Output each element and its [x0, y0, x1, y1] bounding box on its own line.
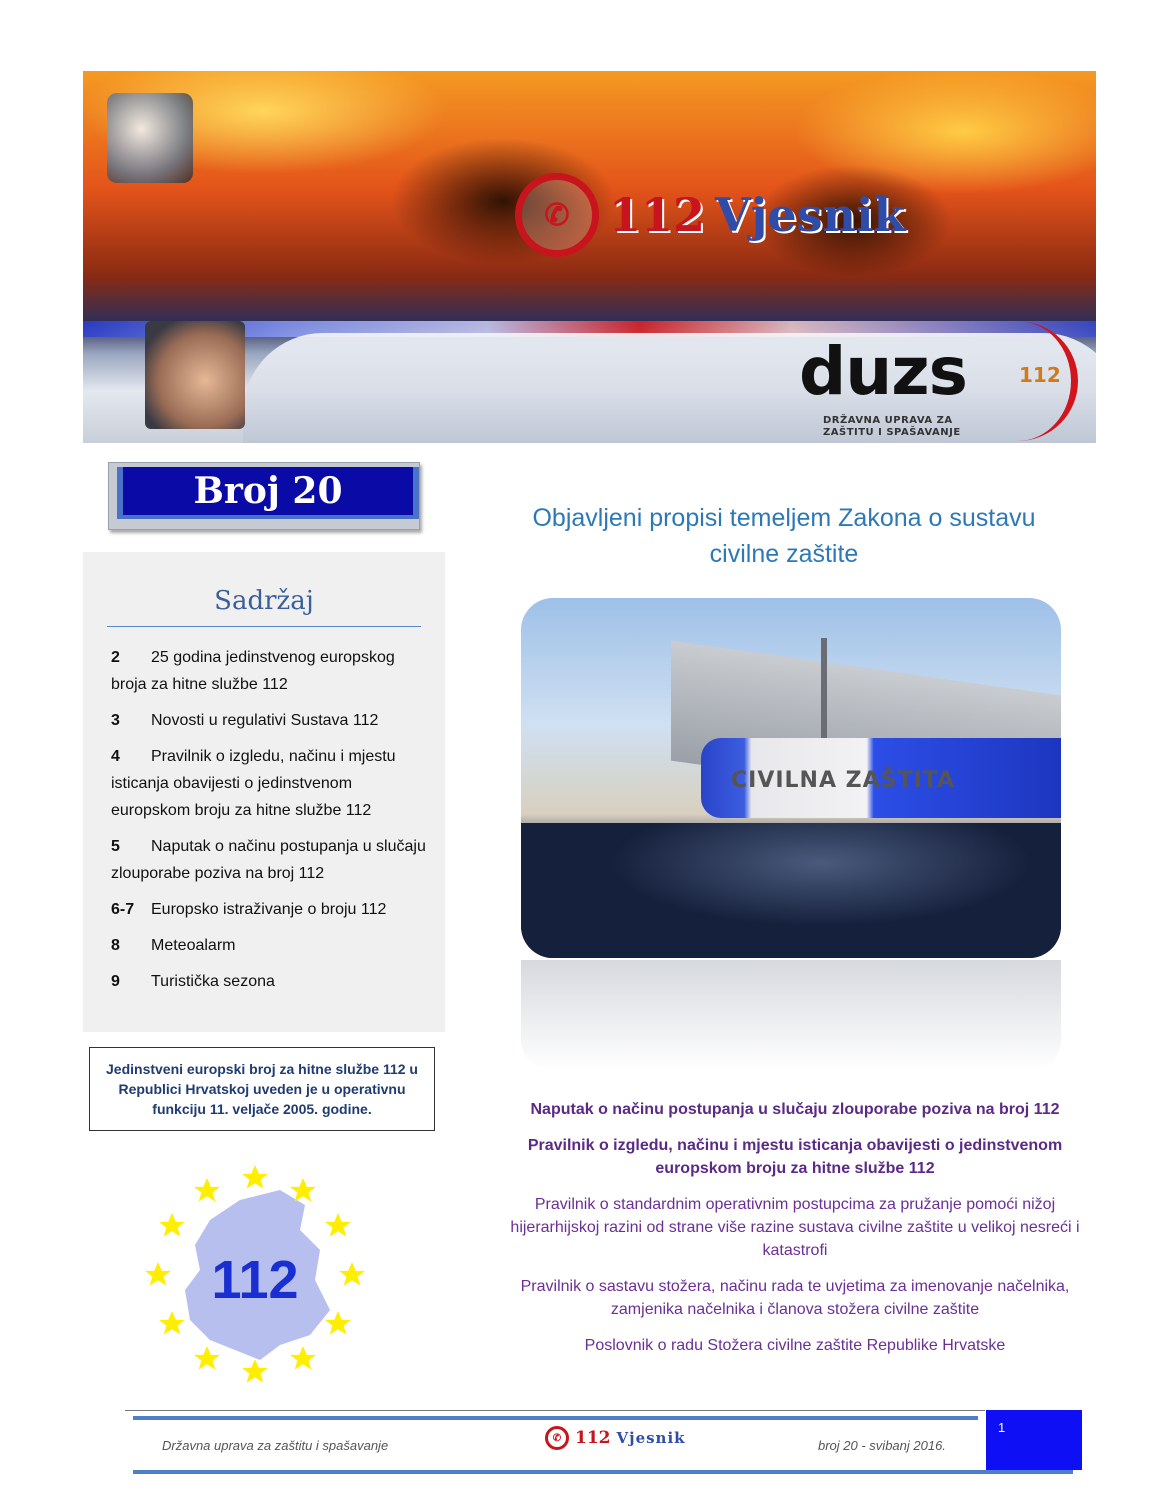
logo-number: 112 [609, 188, 706, 242]
police-car-image [243, 333, 1096, 443]
contents-page: 2 [111, 649, 120, 666]
regulation-item: Pravilnik o sastavu stožera, načinu rada te uvjetima za imenovanje načelnika, zamjenika načelnika i članova stožera civilne zaštite [520, 1278, 1070, 1318]
regulation-item: Poslovnik o radu Stožera civilne zaštite Republike Hrvatske [584, 1337, 1006, 1354]
contents-panel [83, 552, 445, 1032]
contents-item [111, 644, 427, 698]
footer-bottom-rule [133, 1470, 1073, 1474]
contents-page: 4 [111, 748, 120, 765]
photo-reflection [521, 960, 1061, 1070]
contents-item [111, 932, 427, 959]
contents-item [111, 833, 427, 887]
contents-page: 3 [111, 712, 120, 729]
phone-icon: ✆ [545, 1426, 569, 1450]
duzs-logo-number: 112 [1019, 363, 1061, 387]
issue-badge-frame [108, 462, 420, 530]
duzs-subtitle-line-1: DRŽAVNA UPRAVA ZA [823, 415, 953, 426]
contents-text: 25 godina jedinstvenog europskog broja za hitne službe 112 [111, 649, 395, 693]
contents-page: 8 [111, 937, 120, 954]
page-number: 1 [998, 1420, 1006, 1435]
footer-logo-word: Vjesnik [616, 1429, 686, 1447]
civil-protection-vehicle-photo [521, 598, 1061, 958]
eu-112-logo [140, 1160, 370, 1390]
regulation-item: Pravilnik o izgledu, načinu i mjestu isticanja obavijesti o jedinstvenom europskom broju za hitne službe 112 [527, 1137, 1063, 1177]
contents-text: Novosti u regulativi Sustava 112 [151, 712, 379, 729]
light-bar-label: CIVILNA ZAŠTITA [731, 768, 955, 793]
contents-item [111, 968, 427, 995]
regulation-item: Pravilnik o standardnim operativnim postupcima za pružanje pomoći nižoj hijerarhijskoj razini od strane više razine sustava civilne zaštite u velikoj nesreći i katastrofi [510, 1196, 1080, 1259]
duzs-logo: duzs [799, 333, 967, 410]
vjesnik-logo [515, 173, 905, 257]
contents-page: 9 [111, 973, 120, 990]
footer-logo-number: 112 [575, 1428, 611, 1448]
contents-text: Europsko istraživanje o broju 112 [151, 901, 387, 918]
contents-text: Meteoalarm [151, 937, 236, 954]
regulation-item: Naputak o načinu postupanja u slučaju zlouporabe poziva na broj 112 [530, 1101, 1060, 1118]
eu-logo-number: 112 [211, 1250, 299, 1310]
regulations-list [500, 1098, 1090, 1370]
duzs-logo-subtitle [823, 415, 961, 439]
mobile-phone-image [107, 93, 193, 183]
contents-page: 6-7 [111, 901, 135, 918]
contents-divider [107, 626, 421, 627]
logo-word: Vjesnik [715, 188, 906, 242]
footer-issue-date: broj 20 - svibanj 2016. [818, 1438, 946, 1453]
contents-text: Pravilnik o izgledu, načinu i mjestu isticanja obavijesti o jedinstvenom europskom broju za hitne službe 112 [111, 748, 396, 819]
footer-top-rule [133, 1416, 978, 1420]
page-number-box [986, 1410, 1082, 1470]
issue-badge: Broj 20 [117, 467, 419, 519]
contents-item [111, 743, 427, 824]
phone-icon: ✆ [515, 173, 599, 257]
duzs-subtitle-line-2: ZAŠTITU I SPAŠAVANJE [823, 427, 961, 438]
footer-publisher: Državna uprava za zaštitu i spašavanje [162, 1438, 389, 1453]
contents-text: Naputak o načinu postupanja u slučaju zlouporabe poziva na broj 112 [111, 838, 426, 882]
contents-list [111, 644, 427, 1004]
footer-thin-rule [125, 1410, 985, 1411]
contents-text: Turistička sezona [151, 973, 275, 990]
contents-item [111, 896, 427, 923]
footer-logo [545, 1426, 686, 1450]
article-headline: Objavljeni propisi temeljem Zakona o sustavu civilne zaštite [532, 504, 1036, 568]
notice-box: Jedinstveni europski broj za hitne službe 112 u Republici Hrvatskoj uveden je u operativnu funkciju 11. veljače 2005. godine. [89, 1047, 435, 1131]
contents-item [111, 707, 427, 734]
car-roof-shape [521, 823, 1061, 958]
contents-page: 5 [111, 838, 120, 855]
contents-title: Sadržaj [214, 586, 314, 616]
header-banner [83, 71, 1096, 443]
call-operator-image [145, 321, 245, 429]
